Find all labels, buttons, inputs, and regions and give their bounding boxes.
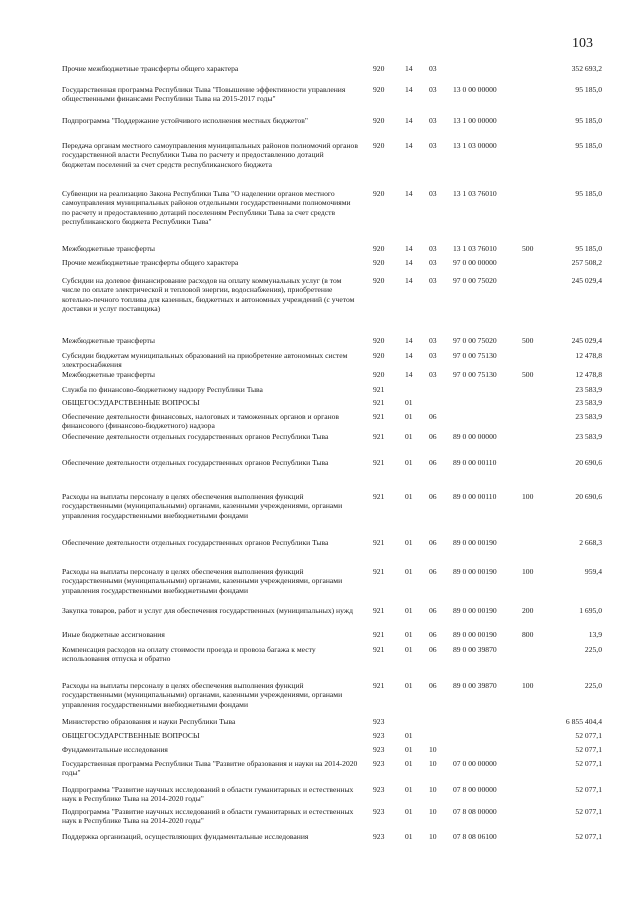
- cell-rz: 01: [405, 731, 413, 740]
- cell-rz: 14: [405, 336, 413, 345]
- cell-sum: 52 077,1: [575, 807, 602, 816]
- cell-name: Обеспечение деятельности отдельных государственных органов Республики Тыва: [62, 538, 329, 547]
- cell-name: Государственная программа Республики Тыва "Развитие образования и науки на 2014-2020 годы": [62, 759, 358, 778]
- cell-sum: 6 855 404,4: [565, 717, 602, 726]
- cell-name: Министерство образования и науки Республики Тыва: [62, 717, 236, 726]
- cell-pr: 06: [429, 458, 437, 467]
- cell-sum: 225,0: [584, 681, 602, 690]
- cell-ved: 923: [373, 759, 385, 768]
- cell-name: Расходы на выплаты персоналу в целях обеспечения выполнения функций государственными (муниципальными) органами, казенными учреждениями, органами управления государственными внебюджетными фондами: [62, 492, 343, 520]
- cell-rz: 01: [405, 398, 413, 407]
- cell-rz: 14: [405, 85, 413, 94]
- cell-pr: 03: [429, 244, 437, 253]
- cell-sum: 95 185,0: [575, 85, 602, 94]
- cell-pr: 06: [429, 492, 437, 501]
- cell-vr: 100: [522, 681, 534, 690]
- cell-name: Закупка товаров, работ и услуг для обеспечения государственных (муниципальных) нужд: [62, 606, 353, 615]
- cell-rz: 14: [405, 116, 413, 125]
- page-number: 103: [572, 36, 593, 51]
- cell-rz: 01: [405, 681, 413, 690]
- cell-name: Обеспечение деятельности отдельных государственных органов Республики Тыва: [62, 432, 329, 441]
- cell-pr: 03: [429, 258, 437, 267]
- cell-ved: 921: [373, 567, 385, 576]
- cell-name: Расходы на выплаты персоналу в целях обеспечения выполнения функций государственными (муниципальными) органами, казенными учреждениями, органами управления государственными внебюджетными фондами: [62, 681, 343, 709]
- cell-ved: 921: [373, 432, 385, 441]
- cell-rz: 01: [405, 492, 413, 501]
- cell-pr: 06: [429, 681, 437, 690]
- cell-rz: 14: [405, 370, 413, 379]
- cell-name: Обеспечение деятельности отдельных государственных органов Республики Тыва: [62, 458, 329, 467]
- cell-sum: 12 478,8: [575, 370, 602, 379]
- cell-csr: 97 0 00 00000: [453, 258, 497, 267]
- cell-vr: 100: [522, 567, 534, 576]
- cell-csr: 97 0 00 75020: [453, 336, 497, 345]
- cell-rz: 01: [405, 645, 413, 654]
- cell-ved: 920: [373, 116, 385, 125]
- cell-name: Служба по финансово-бюджетному надзору Республики Тыва: [62, 385, 263, 394]
- cell-sum: 2 668,3: [579, 538, 602, 547]
- cell-sum: 23 583,9: [575, 432, 602, 441]
- cell-csr: 13 1 03 76010: [453, 244, 497, 253]
- cell-csr: 97 0 00 75130: [453, 370, 497, 379]
- cell-vr: 500: [522, 370, 534, 379]
- cell-sum: 23 583,9: [575, 385, 602, 394]
- cell-pr: 06: [429, 606, 437, 615]
- cell-csr: 07 8 08 00000: [453, 807, 497, 816]
- cell-pr: 03: [429, 189, 437, 198]
- cell-name: Межбюджетные трансферты: [62, 244, 155, 253]
- cell-pr: 10: [429, 745, 437, 754]
- cell-csr: 89 0 00 00190: [453, 538, 497, 547]
- cell-rz: 01: [405, 412, 413, 421]
- cell-ved: 920: [373, 141, 385, 150]
- cell-name: Субвенции на реализацию Закона Республики Тыва "О наделении органов местного самоуправления муниципальных районов отдельными государственными полномочиями по расчету и предоставлению дотаций поселениям Республики Тыва за счет средств республиканского бюджета Республики Тыва": [62, 189, 351, 227]
- cell-sum: 95 185,0: [575, 244, 602, 253]
- cell-csr: 89 0 00 00110: [453, 492, 497, 501]
- cell-pr: 06: [429, 538, 437, 547]
- cell-rz: 14: [405, 351, 413, 360]
- cell-pr: 03: [429, 276, 437, 285]
- cell-csr: 89 0 00 39870: [453, 645, 497, 654]
- cell-rz: 14: [405, 64, 413, 73]
- cell-ved: 921: [373, 385, 385, 394]
- cell-sum: 23 583,9: [575, 412, 602, 421]
- cell-rz: 01: [405, 759, 413, 768]
- cell-name: Иные бюджетные ассигнования: [62, 630, 165, 639]
- cell-pr: 10: [429, 832, 437, 841]
- cell-vr: 500: [522, 244, 534, 253]
- cell-pr: 03: [429, 141, 437, 150]
- cell-sum: 959,4: [584, 567, 602, 576]
- cell-rz: 14: [405, 141, 413, 150]
- cell-rz: 01: [405, 785, 413, 794]
- cell-ved: 923: [373, 832, 385, 841]
- cell-name: Поддержка организаций, осуществляющих фундаментальные исследования: [62, 832, 309, 841]
- cell-pr: 06: [429, 432, 437, 441]
- cell-rz: 14: [405, 244, 413, 253]
- cell-pr: 03: [429, 336, 437, 345]
- cell-csr: 13 0 00 00000: [453, 85, 497, 94]
- cell-pr: 03: [429, 370, 437, 379]
- cell-pr: 10: [429, 785, 437, 794]
- cell-ved: 921: [373, 681, 385, 690]
- cell-ved: 920: [373, 370, 385, 379]
- cell-ved: 920: [373, 64, 385, 73]
- cell-ved: 920: [373, 258, 385, 267]
- cell-pr: 03: [429, 116, 437, 125]
- cell-pr: 06: [429, 645, 437, 654]
- cell-name: Фундаментальные исследования: [62, 745, 168, 754]
- cell-sum: 52 077,1: [575, 832, 602, 841]
- cell-sum: 225,0: [584, 645, 602, 654]
- cell-sum: 95 185,0: [575, 189, 602, 198]
- cell-name: ОБЩЕГОСУДАРСТВЕННЫЕ ВОПРОСЫ: [62, 398, 200, 407]
- cell-csr: 89 0 00 00190: [453, 630, 497, 639]
- cell-csr: 89 0 00 00190: [453, 606, 497, 615]
- cell-sum: 352 693,2: [571, 64, 602, 73]
- cell-sum: 52 077,1: [575, 759, 602, 768]
- cell-sum: 20 690,6: [575, 458, 602, 467]
- cell-vr: 800: [522, 630, 534, 639]
- cell-name: Расходы на выплаты персоналу в целях обеспечения выполнения функций государственными (муниципальными) органами, казенными учреждениями, органами управления государственными внебюджетными фондами: [62, 567, 343, 595]
- cell-csr: 13 1 03 76010: [453, 189, 497, 198]
- cell-name: Межбюджетные трансферты: [62, 336, 155, 345]
- cell-csr: 13 1 03 00000: [453, 141, 497, 150]
- cell-ved: 920: [373, 336, 385, 345]
- cell-sum: 1 695,0: [579, 606, 602, 615]
- cell-name: Субсидии бюджетам муниципальных образований на приобретение автономных систем электроснабжения: [62, 351, 348, 370]
- cell-pr: 03: [429, 351, 437, 360]
- cell-ved: 923: [373, 717, 385, 726]
- cell-name: Субсидии на долевое финансирование расходов на оплату коммунальных услуг (в том числе по оплате электрической и тепловой энергии, водоснабжения), приобретение котельно-печного топлива для казенных, бюджетных и автономных учреждений (с учетом доставки и услуг поставщика): [62, 276, 355, 314]
- cell-csr: 07 0 00 00000: [453, 759, 497, 768]
- cell-vr: 200: [522, 606, 534, 615]
- cell-pr: 03: [429, 85, 437, 94]
- cell-rz: 01: [405, 606, 413, 615]
- cell-sum: 12 478,8: [575, 351, 602, 360]
- cell-csr: 89 0 00 00110: [453, 458, 497, 467]
- cell-name: Прочие межбюджетные трансферты общего характера: [62, 258, 239, 267]
- cell-ved: 920: [373, 244, 385, 253]
- cell-ved: 920: [373, 189, 385, 198]
- cell-sum: 13,9: [588, 630, 602, 639]
- cell-name: Межбюджетные трансферты: [62, 370, 155, 379]
- cell-ved: 921: [373, 412, 385, 421]
- cell-ved: 920: [373, 276, 385, 285]
- cell-rz: 01: [405, 832, 413, 841]
- cell-pr: 06: [429, 412, 437, 421]
- cell-ved: 923: [373, 731, 385, 740]
- cell-sum: 52 077,1: [575, 731, 602, 740]
- cell-rz: 01: [405, 630, 413, 639]
- cell-rz: 01: [405, 745, 413, 754]
- cell-ved: 920: [373, 351, 385, 360]
- cell-ved: 923: [373, 807, 385, 816]
- cell-csr: 89 0 00 39870: [453, 681, 497, 690]
- cell-csr: 89 0 00 00190: [453, 567, 497, 576]
- cell-csr: 13 1 00 00000: [453, 116, 497, 125]
- cell-pr: 06: [429, 567, 437, 576]
- cell-name: Подпрограмма "Развитие научных исследований в области гуманитарных и естественных наук в Республике Тыва на 2014-2020 годы": [62, 807, 354, 826]
- cell-rz: 01: [405, 458, 413, 467]
- cell-name: Государственная программа Республики Тыва "Повышение эффективности управления общественными финансами Республики Тыва на 2015-2017 годы": [62, 85, 346, 104]
- cell-csr: 97 0 00 75130: [453, 351, 497, 360]
- cell-ved: 921: [373, 630, 385, 639]
- cell-sum: 52 077,1: [575, 785, 602, 794]
- cell-name: Обеспечение деятельности финансовых, налоговых и таможенных органов и органов финансового (финансово-бюджетного) надзора: [62, 412, 340, 431]
- cell-pr: 10: [429, 759, 437, 768]
- cell-name: Передача органам местного самоуправления муниципальных районов полномочий органов государственной власти Республики Тыва по расчету и предоставлению дотаций бюджетам поселений за счет средств республиканского бюджета: [62, 141, 358, 169]
- cell-name: Подпрограмма "Развитие научных исследований в области гуманитарных и естественных наук в Республике Тыва на 2014-2020 годы": [62, 785, 354, 804]
- cell-sum: 20 690,6: [575, 492, 602, 501]
- cell-name: Прочие межбюджетные трансферты общего характера: [62, 64, 239, 73]
- cell-rz: 14: [405, 258, 413, 267]
- cell-sum: 95 185,0: [575, 141, 602, 150]
- cell-csr: 07 8 08 06100: [453, 832, 497, 841]
- cell-sum: 245 029,4: [571, 336, 602, 345]
- cell-pr: 06: [429, 630, 437, 639]
- cell-ved: 921: [373, 492, 385, 501]
- cell-ved: 921: [373, 538, 385, 547]
- cell-rz: 14: [405, 276, 413, 285]
- cell-rz: 01: [405, 538, 413, 547]
- cell-sum: 95 185,0: [575, 116, 602, 125]
- cell-sum: 23 583,9: [575, 398, 602, 407]
- cell-vr: 100: [522, 492, 534, 501]
- cell-name: ОБЩЕГОСУДАРСТВЕННЫЕ ВОПРОСЫ: [62, 731, 200, 740]
- cell-ved: 920: [373, 85, 385, 94]
- cell-sum: 257 508,2: [571, 258, 602, 267]
- cell-csr: 97 0 00 75020: [453, 276, 497, 285]
- cell-rz: 01: [405, 807, 413, 816]
- cell-name: Компенсация расходов на оплату стоимости проезда и провоза багажа к месту использования отпуска и обратно: [62, 645, 316, 664]
- cell-ved: 921: [373, 398, 385, 407]
- cell-csr: 07 8 00 00000: [453, 785, 497, 794]
- cell-ved: 921: [373, 458, 385, 467]
- cell-ved: 923: [373, 785, 385, 794]
- cell-ved: 921: [373, 645, 385, 654]
- cell-vr: 500: [522, 336, 534, 345]
- cell-sum: 52 077,1: [575, 745, 602, 754]
- cell-name: Подпрограмма "Поддержание устойчивого исполнения местных бюджетов": [62, 116, 308, 125]
- cell-ved: 923: [373, 745, 385, 754]
- cell-rz: 01: [405, 432, 413, 441]
- cell-csr: 89 0 00 00000: [453, 432, 497, 441]
- cell-pr: 03: [429, 64, 437, 73]
- cell-ved: 921: [373, 606, 385, 615]
- cell-rz: 14: [405, 189, 413, 198]
- cell-rz: 01: [405, 567, 413, 576]
- cell-sum: 245 029,4: [571, 276, 602, 285]
- cell-pr: 10: [429, 807, 437, 816]
